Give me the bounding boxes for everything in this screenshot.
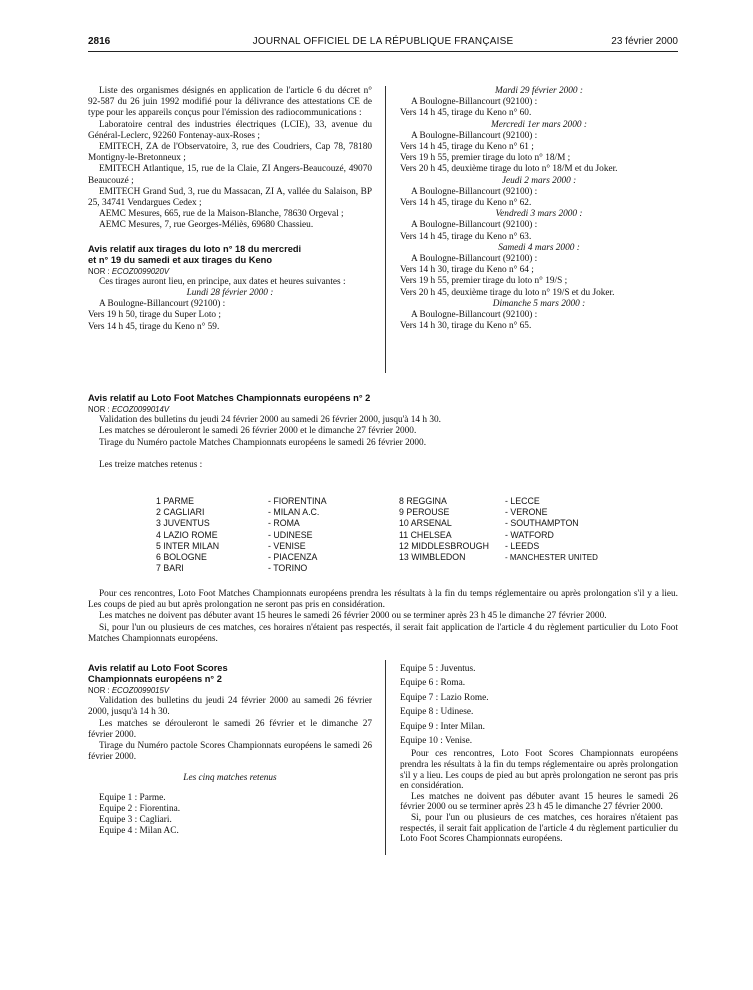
org-item: EMITECH Atlantique, 15, rue de la Claie, ZI Angers-Beaucouzé, 49070 Beaucouzé ; [88, 164, 372, 186]
draw-line: Vers 20 h 45, deuxième tirage du loto n° 18/M et du Joker. [400, 164, 618, 175]
team-item: Equipe 9 : Inter Milan. [400, 721, 485, 732]
draw-line: Vers 19 h 55, premier tirage du loto n° 18/M ; [400, 153, 571, 164]
match-row: 7 BARI - TORINO [156, 563, 308, 574]
draw-place: A Boulogne-Billancourt (92100) : [411, 310, 538, 321]
team-item: Equipe 5 : Juventus. [400, 664, 476, 674]
column-separator [385, 660, 386, 855]
draw-place: A Boulogne-Billancourt (92100) : [99, 299, 226, 310]
org-item: AEMC Mesures, 665, rue de la Maison-Blanche, 78630 Orgeval ; [99, 209, 344, 220]
right-column-top [400, 86, 678, 332]
journal-title: JOURNAL OFFICIEL DE LA RÉPUBLIQUE FRANÇAISE [252, 36, 514, 47]
matches-table-right [399, 496, 598, 563]
draw-line: Vers 14 h 45, tirage du Keno n° 60. [400, 108, 532, 119]
draw-line: Vers 14 h 30, tirage du Keno n° 64 ; [400, 265, 534, 276]
draw-day: Samedi 4 mars 2000 : [498, 242, 580, 253]
match-row: 3 JUVENTUS - ROMA [156, 518, 300, 529]
left-column-top [88, 86, 372, 333]
draw-line: Vers 14 h 30, tirage du Keno n° 65. [400, 321, 532, 332]
draw-day: Mercredi 1er mars 2000 : [491, 119, 587, 130]
match-row: 12 MIDDLESBROUGH - LEEDS [399, 540, 540, 551]
org-item: EMITECH, ZA de l'Observatoire, 3, rue des Coudriers, Cap 78, 78180 Montigny-le-Bretonneux ; [88, 142, 372, 164]
loto-notice-nor: NOR : ECOZ0099020V [88, 266, 170, 276]
draw-day: Jeudi 2 mars 2000 : [501, 175, 577, 186]
team-item: Equipe 6 : Roma. [400, 678, 466, 689]
org-item: EMITECH Grand Sud, 3, rue du Massacan, ZI A, vallée du Salaison, BP 25, 34741 Vendargues Cedex ; [88, 186, 372, 209]
foot-scores-p1: Validation des bulletins du jeudi 24 février 2000 au samedi 26 février 2000, jusqu'à 14 h 30. [88, 696, 372, 718]
draw-place: A Boulogne-Billancourt (92100) : [411, 97, 538, 108]
team-item: Equipe 7 : Lazio Rome. [400, 692, 489, 703]
match-row: 6 BOLOGNE - PIACENZA [156, 551, 318, 562]
draw-line: Vers 19 h 50, tirage du Super Loto ; [88, 310, 221, 321]
match-row: 13 WIMBLEDON - MANCHESTER UNITED [399, 551, 598, 562]
header-rule [88, 51, 678, 52]
draw-line: Vers 14 h 45, tirage du Keno n° 63. [400, 231, 532, 242]
foot-scores-notice-left [88, 663, 372, 837]
match-row: 9 PEROUSE - VERONE [399, 507, 548, 518]
foot-scores-p2: Les matches se dérouleront le samedi 26 février et le dimanche 27 février 2000. [88, 718, 372, 740]
foot-scores-title: Avis relatif au Loto Foot Scores Championnats européens n° 2 [88, 663, 228, 684]
page-header [88, 36, 678, 50]
match-row: 4 LAZIO ROME - UDINESE [156, 529, 313, 540]
foot-scores-p6: Si, pour l'un ou plusieurs de ces matches, ces horaires n'étaient pas respectés, il serait fait application de l'article 4 du règlement particulier du Loto Foot Scores Championnats européens. [400, 813, 678, 845]
issue-date: 23 février 2000 [611, 36, 678, 47]
org-item: Laboratoire central des industries électriques (LCIE), 33, avenue du Général-Leclerc, 92260 Fontenay-aux-Roses ; [88, 119, 372, 141]
draw-place: A Boulogne-Billancourt (92100) : [411, 254, 538, 265]
draw-line: Vers 19 h 55, premier tirage du loto n° 19/S ; [400, 276, 568, 287]
match-row: 11 CHELSEA - WATFORD [399, 529, 554, 540]
draw-day: Dimanche 5 mars 2000 : [492, 298, 586, 309]
team-item: Equipe 3 : Cagliari. [99, 815, 172, 826]
foot-matches-notice [88, 393, 678, 471]
team-item: Equipe 4 : Milan AC. [99, 826, 179, 837]
match-row: 10 ARSENAL - SOUTHAMPTON [399, 518, 579, 529]
match-row: 2 CAGLIARI - MILAN A.C. [156, 507, 320, 518]
page-number: 2816 [88, 36, 111, 47]
match-row: 1 PARME - FIORENTINA [156, 496, 327, 506]
draw-place: A Boulogne-Billancourt (92100) : [411, 220, 538, 231]
matches-table-left [156, 496, 327, 574]
foot-scores-p5: Les matches ne doivent pas débuter avant 15 heures le samedi 26 février 2000 ou se terminer après 23 h 45 le dimanche 27 février 2000. [400, 791, 678, 813]
foot-scores-nor: NOR : ECOZ0099015V [88, 686, 170, 695]
team-item: Equipe 2 : Fiorentina. [99, 803, 181, 814]
org-item: AEMC Mesures, 7, rue Georges-Méliès, 69680 Chassieu. [99, 220, 314, 231]
foot-matches-p3: Tirage du Numéro pactole Matches Championnats européens le samedi 26 février 2000. [99, 437, 427, 448]
draw-line: Vers 14 h 45, tirage du Keno n° 59. [88, 321, 220, 332]
foot-scores-p4: Pour ces rencontres, Loto Foot Scores Championnats européens prendra les résultats à la fin du temps réglementaire ou après prolongation s'il y a lieu. Les coups de pied au but après prolongation ne seront pas pris en considération. [400, 749, 678, 792]
draw-day: Vendredi 3 mars 2000 : [495, 209, 583, 220]
foot-matches-p6: Si, pour l'un ou plusieurs de ces matches, ces horaires n'étaient pas respectés, il serait fait application de l'article 4 du règlement particulier du Loto Foot Matches Championnats européens. [88, 622, 678, 644]
match-row: 8 REGGINA - LECCE [399, 496, 540, 506]
foot-scores-notice-right [400, 663, 678, 845]
team-item: Equipe 1 : Parme. [99, 792, 166, 803]
column-separator [385, 86, 386, 373]
loto-notice-intro: Ces tirages auront lieu, en principe, aux dates et heures suivantes : [99, 276, 346, 287]
team-item: Equipe 10 : Venise. [400, 736, 473, 747]
team-item: Equipe 8 : Udinese. [400, 707, 474, 718]
foot-matches-nor: NOR : ECOZ0099014V [88, 405, 170, 414]
foot-matches-rules [88, 589, 678, 645]
foot-matches-p5: Les matches ne doivent pas débuter avant 15 heures le samedi 26 février 2000 ou se terminer après 23 h 45 le dimanche 27 février 2000. [99, 611, 607, 622]
foot-matches-p1: Validation des bulletins du jeudi 24 février 2000 au samedi 26 février 2000, jusqu'à 14 h 30. [99, 415, 441, 426]
draw-line: Vers 14 h 45, tirage du Keno n° 61 ; [400, 142, 534, 153]
draw-line: Vers 20 h 45, deuxième tirage du loto n° 19/S et du Joker. [400, 287, 615, 298]
draw-line: Vers 14 h 45, tirage du Keno n° 62. [400, 198, 532, 209]
foot-matches-teams-intro: Les treize matches retenus : [99, 459, 203, 470]
loto-notice-title: Avis relatif aux tirages du loto n° 18 du mercredi et n° 19 du samedi et aux tirages du Keno [88, 243, 302, 265]
foot-matches-p2: Les matches se dérouleront le samedi 26 février 2000 et le dimanche 27 février 2000. [99, 426, 417, 437]
draw-day: Lundi 28 février 2000 : [186, 288, 274, 299]
foot-matches-p4: Pour ces rencontres, Loto Foot Matches Championnats européens prendra les résultats à la fin du temps réglementaire ou après prolongation s'il y a lieu. Les coups de pied au but après prolongation ne seront pas pris en considération. [88, 589, 678, 611]
draw-place: A Boulogne-Billancourt (92100) : [411, 130, 538, 141]
foot-matches-title: Avis relatif au Loto Foot Matches Championnats européens n° 2 [88, 393, 371, 403]
draw-day: Mardi 29 février 2000 : [495, 86, 583, 96]
foot-scores-teams-intro: Les cinq matches retenus [183, 773, 277, 784]
match-row: 5 INTER MILAN - VENISE [156, 540, 306, 551]
draw-place: A Boulogne-Billancourt (92100) : [411, 186, 538, 197]
foot-scores-p3: Tirage du Numéro pactole Scores Championnats européens le samedi 26 février 2000. [88, 741, 372, 763]
org-list-intro: Liste des organismes désignés en application de l'article 6 du décret n° 92-587 du 26 juin 1992 modifié pour la délivrance des attestations CE de type pour les appareils conçus pour l'émission des radiocommunications : [88, 86, 372, 119]
